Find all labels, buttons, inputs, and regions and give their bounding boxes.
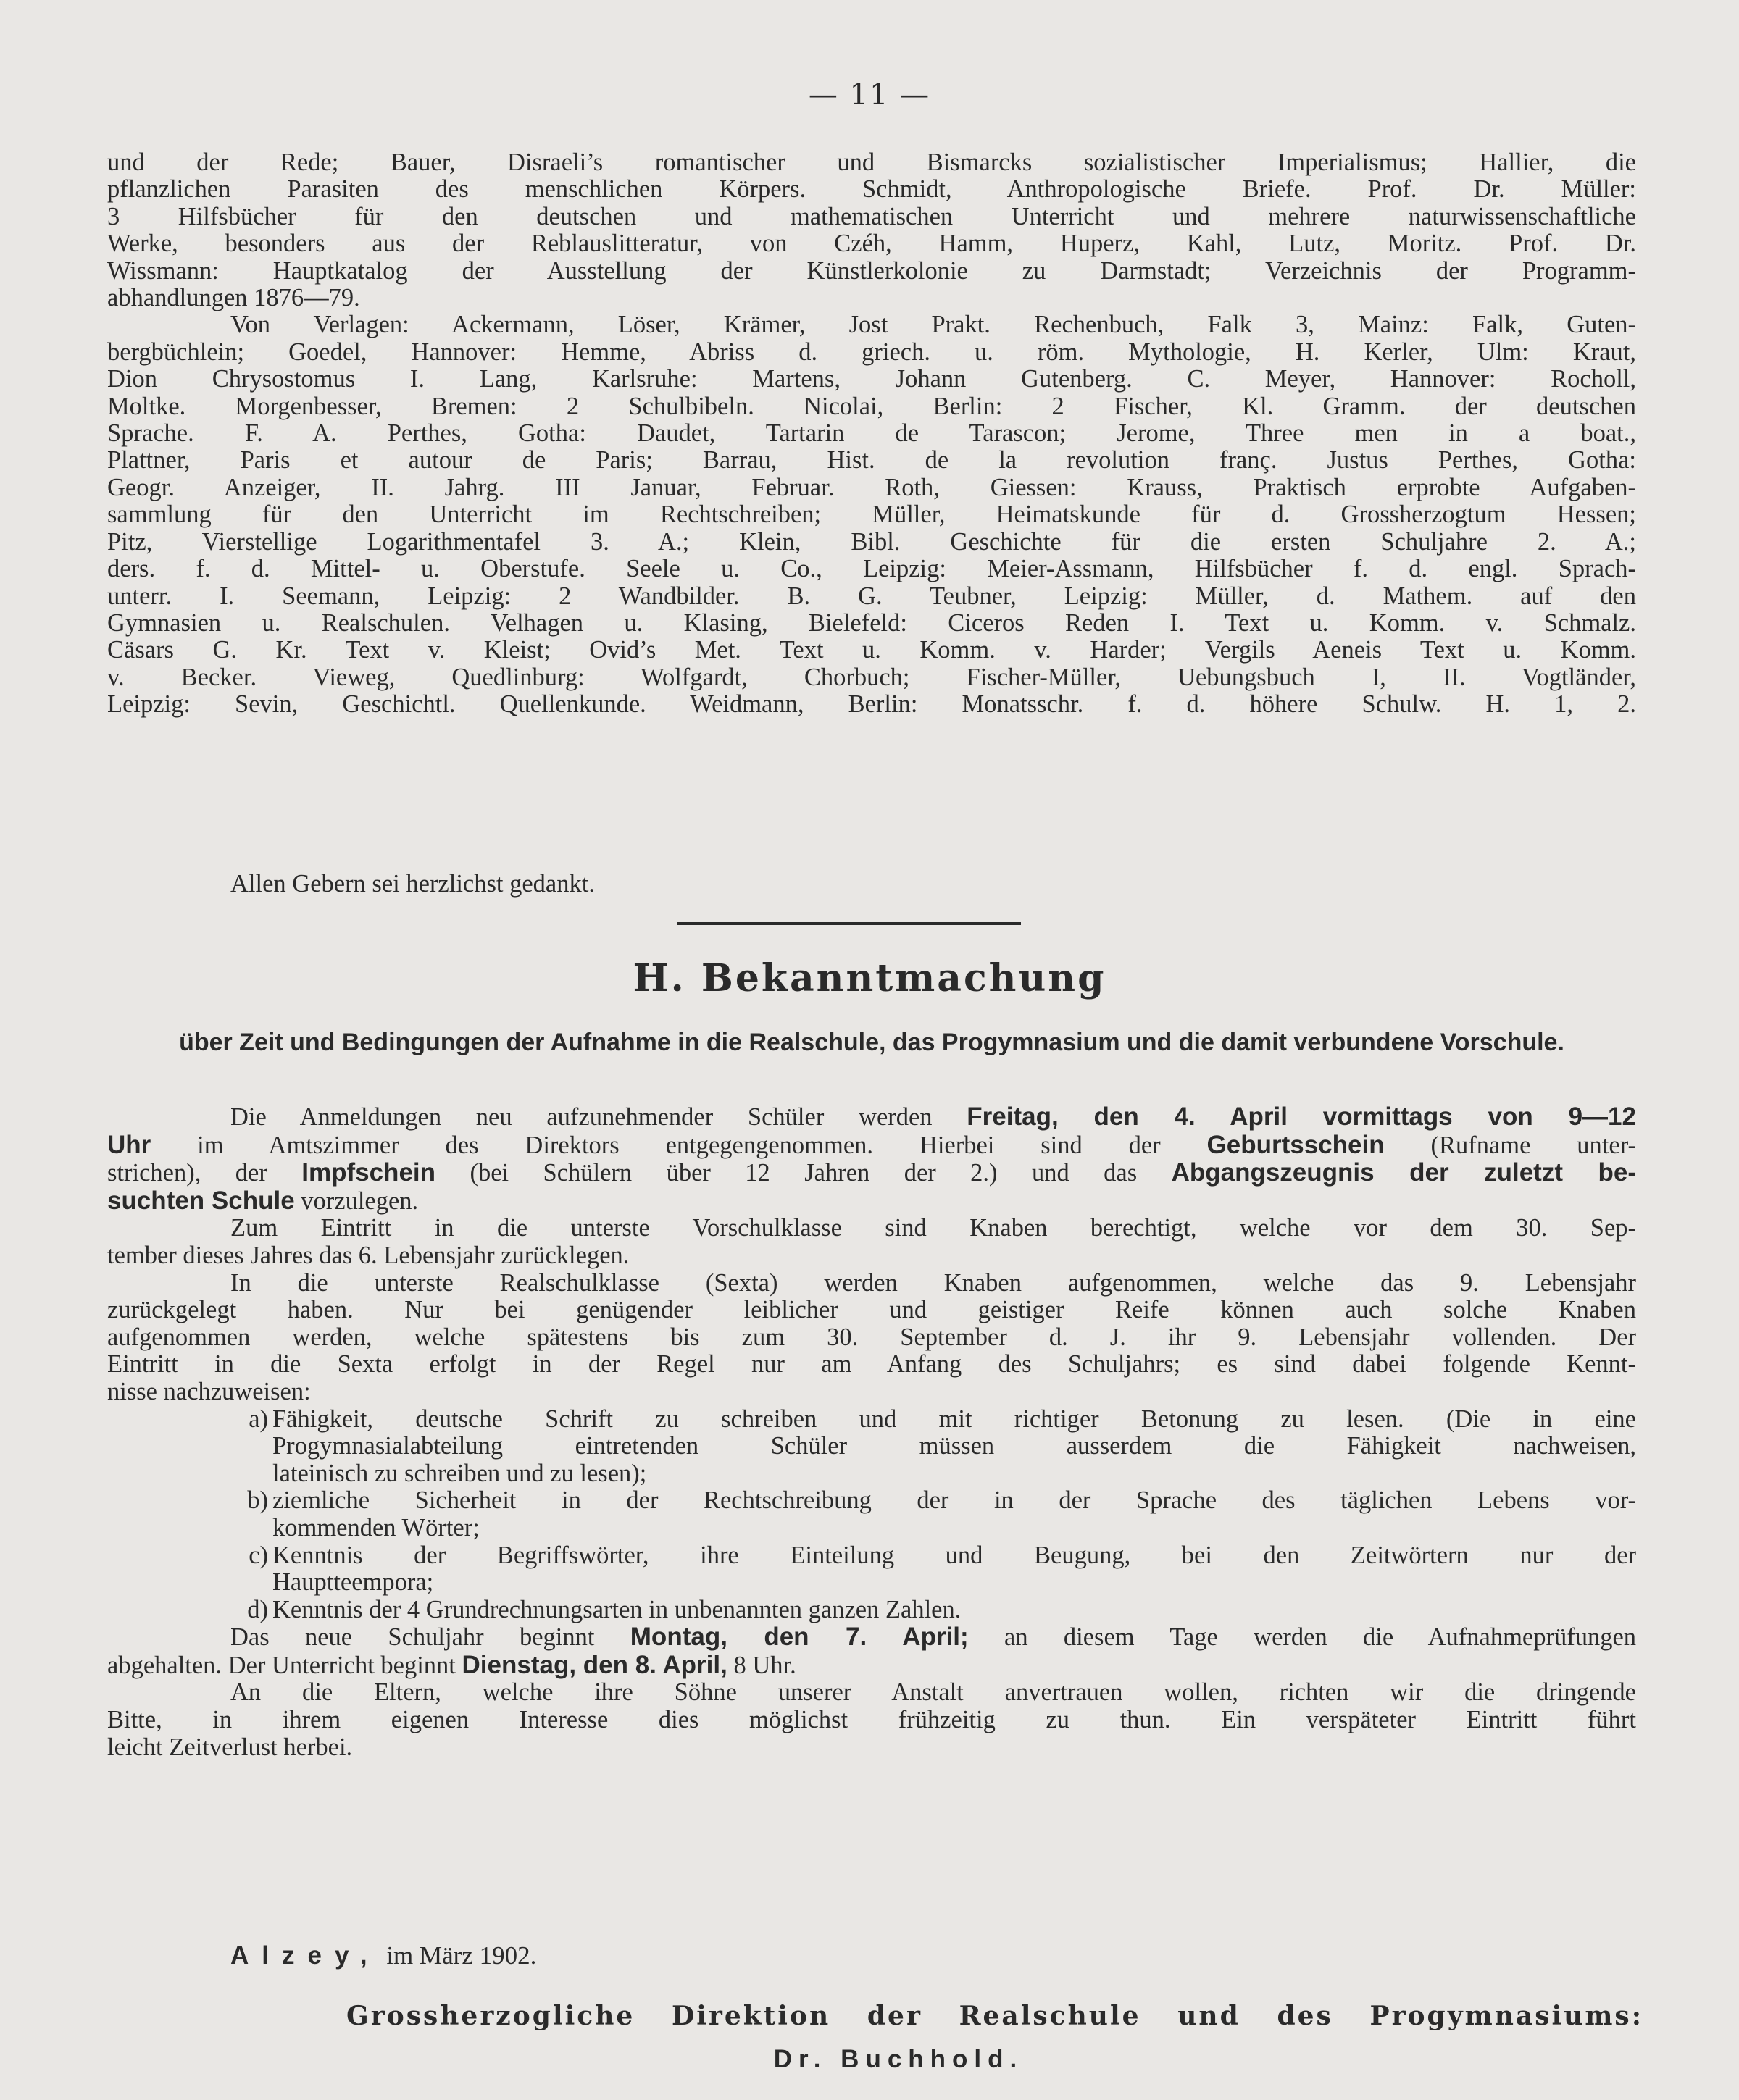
school-year-start: Montag, den 7. April;: [630, 1623, 969, 1652]
date: im März 1902.: [386, 1941, 537, 1970]
text-line: Progymnasialabteilung eintretenden Schüler müssen ausserdem die Fähigkeit nachweisen,: [272, 1432, 1636, 1460]
donations-section: [107, 149, 1636, 719]
place: Alzey,: [230, 1941, 380, 1970]
text-line: Leipzig: Sevin, Geschichtl. Quellenkunde. Weidmann, Berlin: Monatsschr. f. d. höhere Schulw. H. 1, 2.: [107, 690, 1636, 719]
list-item: [107, 1542, 1636, 1597]
list-item: [107, 1597, 1636, 1624]
text-line: Zum Eintritt in die unterste Vorschulklasse sind Knaben berechtigt, welche vor dem 30. Sep-: [230, 1214, 1636, 1242]
text-line: Moltke. Morgenbesser, Bremen: 2 Schulbibeln. Nicolai, Berlin: 2 Fischer, Kl. Gramm. der deutschen: [107, 392, 1636, 420]
text-line: Gymnasien u. Realschulen. Velhagen u. Klasing, Bielefeld: Ciceros Reden I. Text u. Komm. v. Schmalz.: [107, 608, 1636, 637]
text-line: tember dieses Jahres das 6. Lebensjahr zurücklegen.: [107, 1241, 630, 1269]
text-line: Wissmann: Hauptkatalog der Ausstellung der Künstlerkolonie zu Darmstadt; Verzeichnis der Programm-: [107, 256, 1636, 285]
donations-paragraph-2: [107, 311, 1636, 718]
text-line: leicht Zeitverlust herbei.: [107, 1733, 353, 1761]
page-number: — 11 —: [808, 78, 931, 112]
preschool-paragraph: [107, 1215, 1636, 1269]
text-run: 8 Uhr.: [733, 1651, 796, 1679]
text-run: (bei Schülern über 12 Jahren der 2.) und das: [470, 1159, 1138, 1187]
text-line: [107, 1131, 1636, 1160]
text-line: Eintritt in die Sexta erfolgt in der Regel nur am Anfang des Schuljahrs; es sind dabei folgende Kennt-: [107, 1350, 1636, 1379]
text-line: In die unterste Realschulklasse (Sexta) werden Knaben aufgenommen, welche das 9. Lebensjahr: [230, 1268, 1636, 1297]
text-line: kommenden Wörter;: [272, 1513, 480, 1541]
text-line: [107, 1623, 1636, 1652]
text-line: 3 Hilfsbücher für den deutschen und mathematischen Unterricht und mehrere naturwissenschaftliche: [107, 202, 1636, 230]
text-line: [107, 1187, 1636, 1216]
text-line: zurückgelegt haben. Nur bei genügender leiblicher und geistiger Reife können auch solche Knaben: [107, 1296, 1636, 1324]
list-item: [107, 1487, 1636, 1541]
birth-certificate: Geburtsschein: [1206, 1130, 1385, 1159]
text-line: Geogr. Anzeiger, II. Jahrg. III Januar, Februar. Roth, Giessen: Krauss, Praktisch erprobte Aufgaben-: [107, 473, 1636, 501]
text-run: im Amtszimmer des Direktors entgegengenommen. Hierbei sind der: [197, 1131, 1161, 1159]
section-divider: [677, 922, 1021, 925]
text-line: Von Verlagen: Ackermann, Löser, Krämer, Jost Prakt. Rechenbuch, Falk 3, Mainz: Falk, Guten-: [230, 311, 1636, 339]
text-line: [107, 1652, 1636, 1680]
list-item-label: b): [247, 1486, 268, 1515]
text-line: ders. f. d. Mittel- u. Oberstufe. Seele u. Co., Leipzig: Meier-Assmann, Hilfsbücher f. d. engl. Sprach-: [107, 555, 1636, 583]
school-year-paragraph: [107, 1623, 1636, 1679]
text-line: Kenntnis der Begriffswörter, ihre Einteilung und Beugung, bei den Zeitwörtern nur der: [272, 1541, 1636, 1569]
text-line: Kenntnis der 4 Grundrechnungsarten in unbenannten ganzen Zahlen.: [272, 1595, 962, 1623]
section-subtitle: über Zeit und Bedingungen der Aufnahme in die Realschule, das Progymnasium und die damit verbundene Vorschule.: [179, 1029, 1564, 1056]
list-item-label: c): [249, 1541, 268, 1569]
text-line: [107, 1159, 1636, 1187]
section-title: H. Bekanntmachung: [633, 956, 1106, 1000]
text-line: nisse nachzuweisen:: [107, 1377, 311, 1405]
text-line: Dion Chrysostomus I. Lang, Karlsruhe: Martens, Johann Gutenberg. C. Meyer, Hannover: Rocholl,: [107, 365, 1636, 393]
text-line: [107, 1103, 1636, 1131]
text-line: und der Rede; Bauer, Disraeli’s romantischer und Bismarcks sozialistischer Imperialismus; Hallier, die: [107, 148, 1636, 176]
signature-institution: Grossherzogliche Direktion der Realschule und des Progymnasiums:: [346, 2001, 1643, 2031]
text-line: sammlung für den Unterricht im Rechtschreiben; Müller, Heimatskunde für d. Grossherzogtum Hessen;: [107, 501, 1636, 529]
registration-paragraph: [107, 1103, 1636, 1215]
text-run: an diesem Tage werden die Aufnahmeprüfungen: [1004, 1623, 1637, 1652]
text-run: vorzulegen.: [301, 1187, 419, 1215]
lessons-start: Dienstag, den 8. April,: [462, 1650, 727, 1679]
registration-date: Freitag, den 4. April vormittags von 9—12: [967, 1103, 1636, 1131]
registration-time-unit: Uhr: [107, 1130, 151, 1159]
text-line: Plattner, Paris et autour de Paris; Barrau, Hist. de la revolution franç. Justus Perthes, Gotha:: [107, 446, 1636, 474]
text-line: Cäsars G. Kr. Text v. Kleist; Ovid’s Met. Text u. Komm. v. Harder; Vergils Aeneis Text u. Komm.: [107, 636, 1636, 664]
text-line: Fähigkeit, deutsche Schrift zu schreiben und mit richtiger Betonung zu lesen. (Die in eine: [272, 1405, 1636, 1433]
text-line: bergbüchlein; Goedel, Hannover: Hemme, Abriss d. griech. u. röm. Mythologie, H. Kerler, Ulm: Kraut,: [107, 338, 1636, 366]
leaving-certificate: Abgangszeugnis der zuletzt be-: [1171, 1158, 1637, 1187]
text-line: aufgenommen werden, welche spätestens bis zum 30. September d. J. ihr 9. Lebensjahr vollenden. Der: [107, 1323, 1636, 1351]
text-run: (Rufname unter-: [1430, 1131, 1636, 1159]
donations-paragraph-1: [107, 149, 1636, 311]
list-item: [107, 1406, 1636, 1488]
announcement-body: [107, 1103, 1636, 1761]
requirements-list: [107, 1406, 1636, 1624]
thanks-line: Allen Gebern sei herzlichst gedankt.: [230, 870, 595, 898]
text-line: pflanzlichen Parasiten des menschlichen Körpers. Schmidt, Anthropologische Briefe. Prof. Dr. Müller:: [107, 175, 1636, 204]
text-line: Werke, besonders aus der Reblauslitteratur, von Czéh, Hamm, Huperz, Kahl, Lutz, Moritz. Prof. Dr.: [107, 230, 1636, 258]
leaving-certificate-cont: suchten Schule: [107, 1186, 295, 1215]
text-line: unterr. I. Seemann, Leipzig: 2 Wandbilder. B. G. Teubner, Leipzig: Müller, d. Mathem. auf den: [107, 582, 1636, 610]
text-line: Hauptteempora;: [272, 1568, 434, 1597]
text-line: Pitz, Vierstellige Logarithmentafel 3. A.; Klein, Bibl. Geschichte für die ersten Schuljahre 2. A.;: [107, 527, 1636, 556]
text-run: Das neue Schuljahr beginnt: [230, 1623, 595, 1652]
place-date: [230, 1941, 536, 1970]
list-item-label: d): [247, 1595, 268, 1623]
parents-paragraph: [107, 1679, 1636, 1761]
text-line: v. Becker. Vieweg, Quedlinburg: Wolfgardt, Chorbuch; Fischer-Müller, Uebungsbuch I, II. Vogtländer,: [107, 663, 1636, 691]
text-run: Die Anmeldungen neu aufzunehmender Schüler werden: [230, 1103, 933, 1131]
list-item-label: a): [249, 1405, 268, 1433]
sexta-paragraph: [107, 1270, 1636, 1406]
text-line: Sprache. F. A. Perthes, Gotha: Daudet, Tartarin de Tarascon; Jerome, Three men in a boat.,: [107, 419, 1636, 448]
text-run: strichen), der: [107, 1159, 267, 1187]
vaccination-certificate: Impfschein: [301, 1158, 436, 1187]
text-line: ziemliche Sicherheit in der Rechtschreibung der in der Sprache des täglichen Lebens vor-: [272, 1486, 1636, 1515]
text-line: Bitte, in ihrem eigenen Interesse dies möglichst frühzeitig zu thun. Ein verspäteter Eintritt führt: [107, 1706, 1636, 1734]
text-line: lateinisch zu schreiben und zu lesen);: [272, 1459, 647, 1487]
signature-name: Dr. Buchhold.: [773, 2045, 1024, 2073]
text-line: An die Eltern, welche ihre Söhne unserer Anstalt anvertrauen wollen, richten wir die dringende: [230, 1678, 1636, 1707]
text-line: abhandlungen 1876—79.: [107, 284, 360, 312]
text-run: abgehalten. Der Unterricht beginnt: [107, 1651, 456, 1679]
